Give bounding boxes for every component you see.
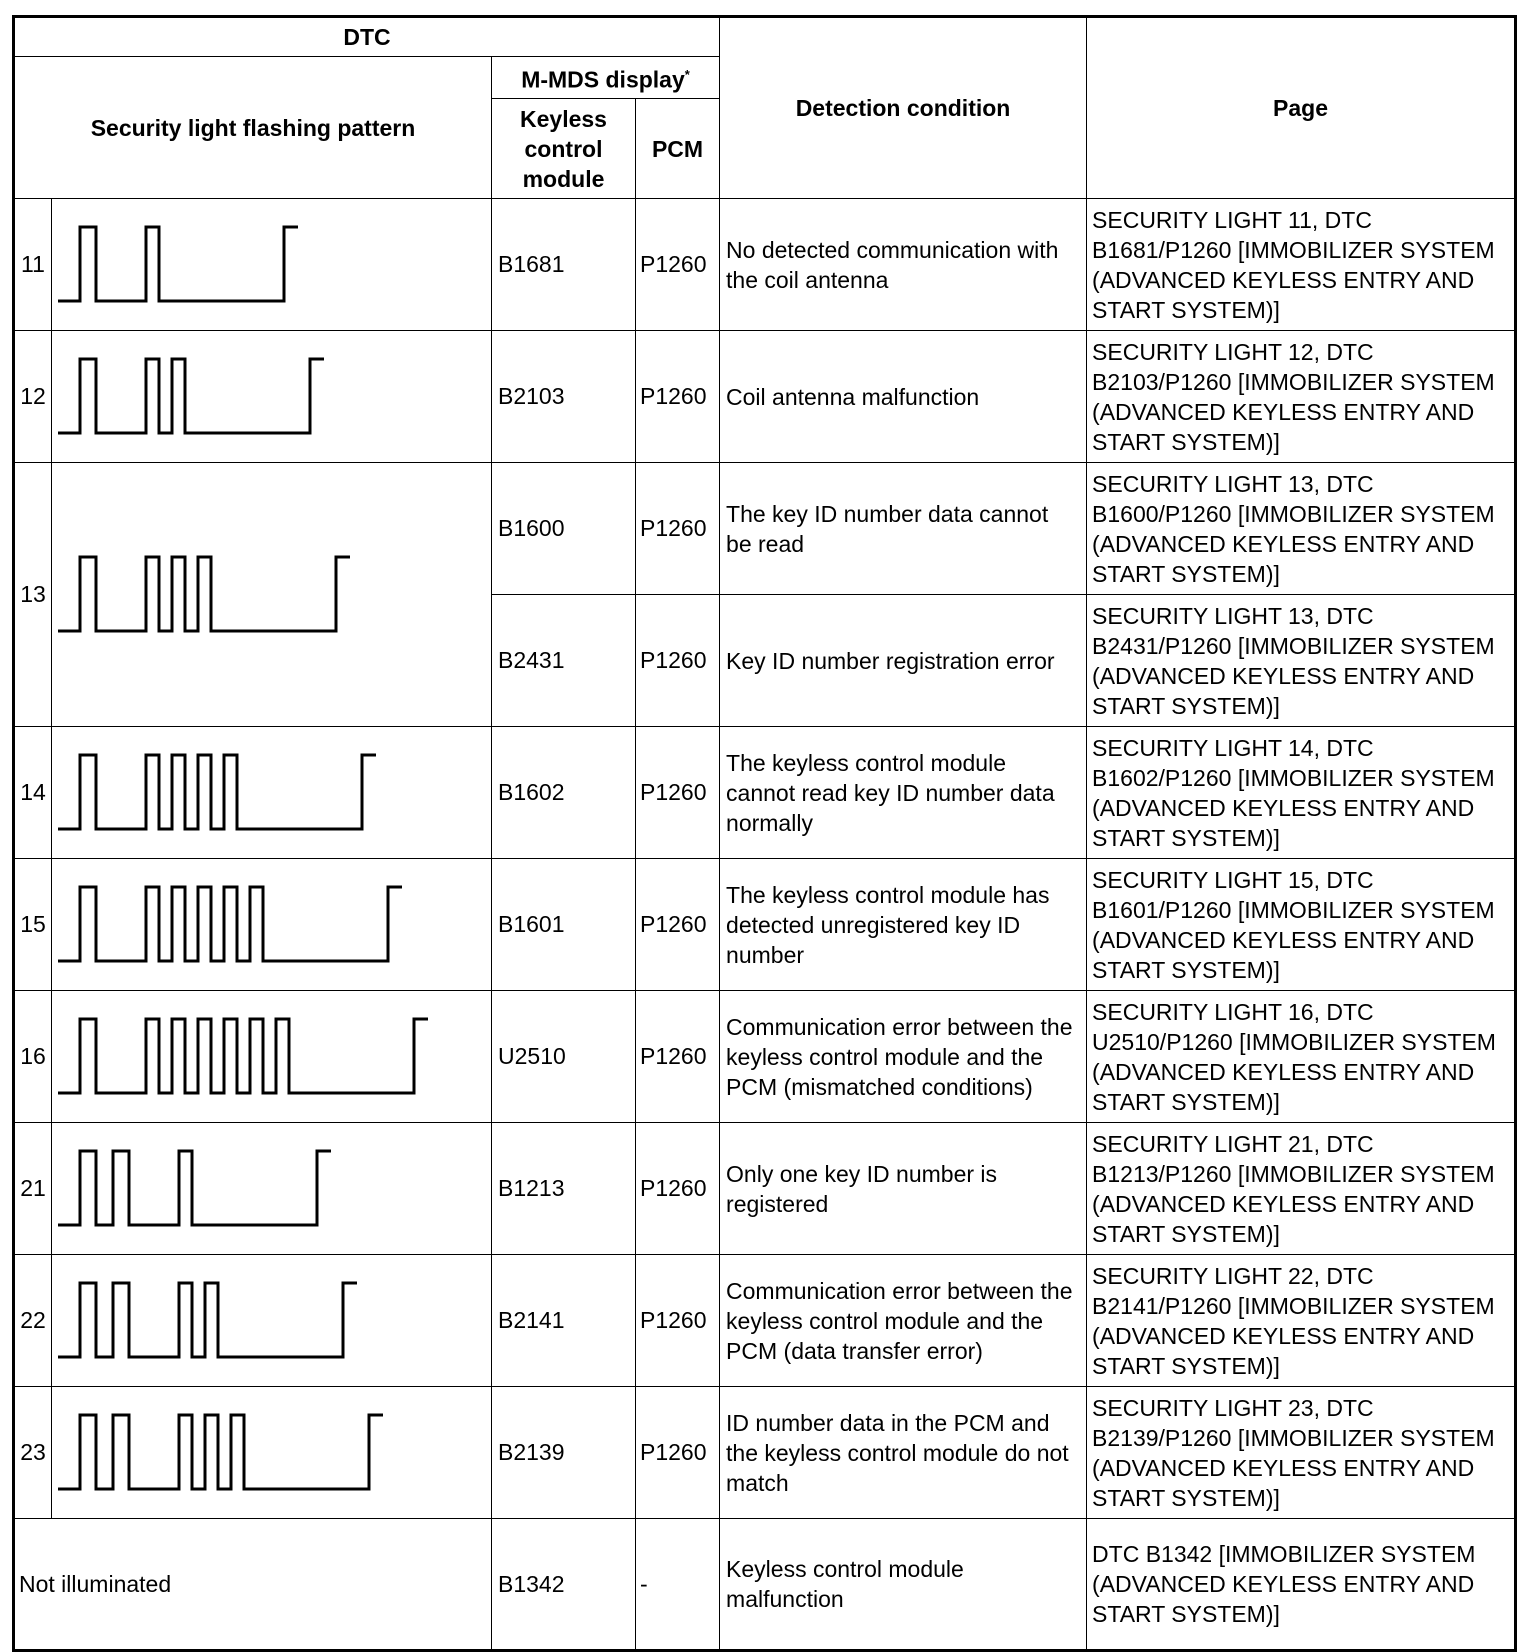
dtc-number: 22 (14, 1255, 52, 1387)
page-reference: SECURITY LIGHT 21, DTC B1213/P1260 [IMMOBILIZER SYSTEM (ADVANCED KEYLESS ENTRY AND START SYSTEM)] (1087, 1123, 1516, 1255)
keyless-code: B2139 (492, 1387, 636, 1519)
page-reference: SECURITY LIGHT 12, DTC B2103/P1260 [IMMOBILIZER SYSTEM (ADVANCED KEYLESS ENTRY AND START SYSTEM)] (1087, 331, 1516, 463)
pcm-code: - (636, 1519, 720, 1651)
page-reference: SECURITY LIGHT 13, DTC B1600/P1260 [IMMOBILIZER SYSTEM (ADVANCED KEYLESS ENTRY AND START SYSTEM)] (1087, 463, 1516, 595)
detection-condition: The key ID number data cannot be read (720, 463, 1087, 595)
dtc-number: 11 (14, 199, 52, 331)
flash-pattern-diagram (52, 1257, 492, 1385)
flash-pattern-cell (52, 1123, 492, 1255)
pcm-code: P1260 (636, 859, 720, 991)
dtc-number: 13 (14, 463, 52, 727)
flash-pattern-diagram (52, 201, 492, 329)
dtc-number: 21 (14, 1123, 52, 1255)
detection-condition: No detected communication with the coil antenna (720, 199, 1087, 331)
page-reference: SECURITY LIGHT 23, DTC B2139/P1260 [IMMOBILIZER SYSTEM (ADVANCED KEYLESS ENTRY AND START SYSTEM)] (1087, 1387, 1516, 1519)
keyless-code: B1601 (492, 859, 636, 991)
flash-waveform (58, 1019, 428, 1093)
page-reference: SECURITY LIGHT 22, DTC B2141/P1260 [IMMOBILIZER SYSTEM (ADVANCED KEYLESS ENTRY AND START SYSTEM)] (1087, 1255, 1516, 1387)
table-row (14, 1255, 1516, 1387)
table-row (14, 1387, 1516, 1519)
flash-pattern-cell (52, 331, 492, 463)
detection-condition: The keyless control module has detected unregistered key ID number (720, 859, 1087, 991)
page-reference: SECURITY LIGHT 11, DTC B1681/P1260 [IMMOBILIZER SYSTEM (ADVANCED KEYLESS ENTRY AND START SYSTEM)] (1087, 199, 1516, 331)
flash-pattern-diagram (52, 861, 492, 989)
page-reference: DTC B1342 [IMMOBILIZER SYSTEM (ADVANCED KEYLESS ENTRY AND START SYSTEM)] (1087, 1519, 1516, 1651)
flash-pattern-cell (52, 727, 492, 859)
mmds-display-label: M-MDS display (521, 66, 685, 93)
dtc-number: 12 (14, 331, 52, 463)
pcm-header: PCM (636, 99, 720, 199)
table-row (14, 331, 1516, 463)
table-row (14, 727, 1516, 859)
keyless-module-header: Keyless control module (492, 99, 636, 199)
keyless-code: B1602 (492, 727, 636, 859)
detection-condition: Key ID number registration error (720, 595, 1087, 727)
flash-waveform (58, 755, 376, 829)
flash-waveform (58, 1151, 331, 1225)
flash-pattern-cell (52, 859, 492, 991)
flash-waveform (58, 887, 402, 961)
page-reference: SECURITY LIGHT 15, DTC B1601/P1260 [IMMOBILIZER SYSTEM (ADVANCED KEYLESS ENTRY AND START SYSTEM)] (1087, 859, 1516, 991)
detection-condition: Only one key ID number is registered (720, 1123, 1087, 1255)
detection-condition: Communication error between the keyless control module and the PCM (data transfer error) (720, 1255, 1087, 1387)
pcm-code: P1260 (636, 991, 720, 1123)
detection-condition: Communication error between the keyless control module and the PCM (mismatched conditions) (720, 991, 1087, 1123)
dtc-number: 14 (14, 727, 52, 859)
flash-pattern-diagram (52, 333, 492, 461)
keyless-code: B2431 (492, 595, 636, 727)
pcm-code: P1260 (636, 199, 720, 331)
flash-pattern-cell (52, 199, 492, 331)
pcm-code: P1260 (636, 1255, 720, 1387)
keyless-code: B2141 (492, 1255, 636, 1387)
flash-pattern-diagram (52, 1125, 492, 1253)
flash-waveform (58, 1415, 383, 1489)
pcm-code: P1260 (636, 1387, 720, 1519)
flash-pattern-cell (52, 1387, 492, 1519)
footnote-mark: * (684, 67, 690, 83)
keyless-code: B1600 (492, 463, 636, 595)
flash-pattern-cell (52, 463, 492, 727)
flash-waveform (58, 227, 298, 301)
table-row (14, 1123, 1516, 1255)
page-reference: SECURITY LIGHT 14, DTC B1602/P1260 [IMMOBILIZER SYSTEM (ADVANCED KEYLESS ENTRY AND START SYSTEM)] (1087, 727, 1516, 859)
flash-pattern-diagram (52, 1389, 492, 1517)
keyless-code: U2510 (492, 991, 636, 1123)
detection-condition: The keyless control module cannot read key ID number data normally (720, 727, 1087, 859)
table-row (14, 991, 1516, 1123)
keyless-code: B2103 (492, 331, 636, 463)
pcm-code: P1260 (636, 331, 720, 463)
flash-waveform (58, 359, 324, 433)
table-row (14, 199, 1516, 331)
dtc-number: 16 (14, 991, 52, 1123)
keyless-code: B1342 (492, 1519, 636, 1651)
page-reference: SECURITY LIGHT 16, DTC U2510/P1260 [IMMOBILIZER SYSTEM (ADVANCED KEYLESS ENTRY AND START SYSTEM)] (1087, 991, 1516, 1123)
dtc-header: DTC (14, 17, 720, 57)
flash-pattern-cell (52, 991, 492, 1123)
page-header: Page (1087, 17, 1516, 199)
pcm-code: P1260 (636, 1123, 720, 1255)
flash-waveform (58, 557, 350, 631)
not-illuminated-label: Not illuminated (14, 1519, 492, 1651)
table-row (14, 463, 1516, 595)
table-row-not-illuminated (14, 1519, 1516, 1651)
flash-waveform (58, 1283, 357, 1357)
mmds-display-header (492, 57, 720, 99)
dtc-number: 23 (14, 1387, 52, 1519)
detection-condition: Coil antenna malfunction (720, 331, 1087, 463)
flash-pattern-diagram (52, 531, 492, 659)
detection-condition-header: Detection condition (720, 17, 1087, 199)
dtc-number: 15 (14, 859, 52, 991)
detection-condition: ID number data in the PCM and the keyless control module do not match (720, 1387, 1087, 1519)
flash-pattern-diagram (52, 993, 492, 1121)
dtc-table (12, 15, 1517, 1652)
pcm-code: P1260 (636, 463, 720, 595)
detection-condition: Keyless control module malfunction (720, 1519, 1087, 1651)
pcm-code: P1260 (636, 595, 720, 727)
page-reference: SECURITY LIGHT 13, DTC B2431/P1260 [IMMOBILIZER SYSTEM (ADVANCED KEYLESS ENTRY AND START SYSTEM)] (1087, 595, 1516, 727)
keyless-code: B1213 (492, 1123, 636, 1255)
flash-pattern-diagram (52, 729, 492, 857)
pcm-code: P1260 (636, 727, 720, 859)
keyless-code: B1681 (492, 199, 636, 331)
flash-pattern-cell (52, 1255, 492, 1387)
table-row (14, 859, 1516, 991)
flashing-pattern-header: Security light flashing pattern (14, 57, 492, 199)
